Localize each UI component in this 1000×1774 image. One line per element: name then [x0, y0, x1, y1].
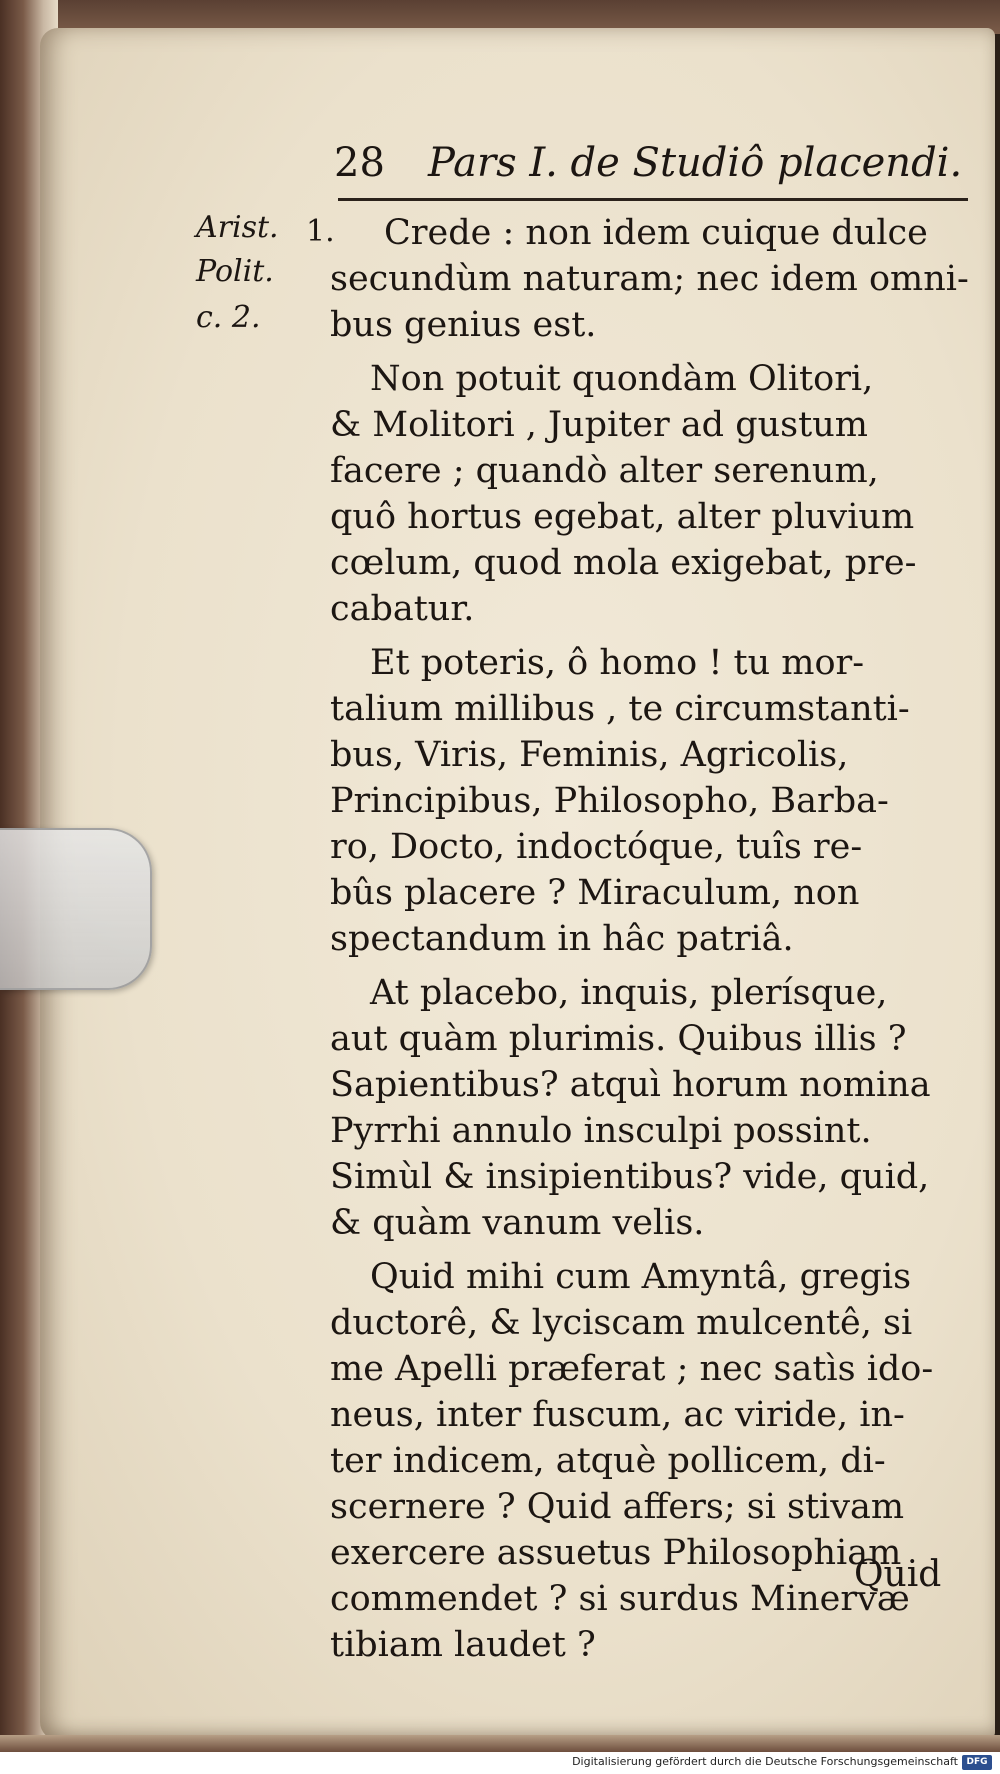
text-line: secundùm naturam; nec idem omni- [330, 259, 969, 299]
text-line: cabatur. [330, 589, 475, 629]
text-line: exercere assuetus Philosophiam [330, 1533, 902, 1573]
catchword: Quid [854, 1554, 942, 1595]
text-line: spectandum in hâc patriâ. [330, 919, 794, 959]
text-line: Et poteris, ô homo ! tu mor- [370, 643, 865, 683]
text-line: & Molitori , Jupiter ad gustum [330, 405, 868, 445]
page-number: 28 [334, 140, 385, 186]
book-bottom-edge [0, 1735, 1000, 1752]
text-line: ter indicem, atquè pollicem, di- [330, 1441, 886, 1481]
text-line: Sapientibus? atquì horum nomina [330, 1065, 931, 1105]
text-line: commendet ? si surdus Minervæ [330, 1579, 910, 1619]
text-line: ro, Docto, indoctóque, tuîs re- [330, 827, 863, 867]
text-line: neus, inter fuscum, ac viride, in- [330, 1395, 905, 1435]
text-line: bus, Viris, Feminis, Agricolis, [330, 735, 849, 775]
text-line: & quàm vanum velis. [330, 1203, 705, 1243]
text-line: Principibus, Philosopho, Barba- [330, 781, 889, 821]
text-line: talium millibus , te circumstanti- [330, 689, 910, 729]
text-line: scernere ? Quid affers; si stivam [330, 1487, 905, 1527]
text-line: aut quàm plurimis. Quibus illis ? [330, 1019, 907, 1059]
text-line: At placebo, inquis, plerísque, [370, 973, 888, 1013]
text-line: me Apelli præferat ; nec satìs ido- [330, 1349, 934, 1389]
text-line: Non potuit quondàm Olitori, [370, 359, 874, 399]
margin-note-chapter: c. 2. [196, 300, 261, 335]
text-line: Quid mihi cum Amyntâ, gregis [370, 1257, 912, 1297]
text-line: Simùl & insipientibus? vide, quid, [330, 1157, 930, 1197]
text-line: bus genius est. [330, 305, 597, 345]
text-line: Pyrrhi annulo insculpi possint. [330, 1111, 872, 1151]
text-line: quô hortus egebat, alter pluvium [330, 497, 915, 537]
text-line: ductorê, & lyciscam mulcentê, si [330, 1303, 913, 1343]
digitization-footer [0, 1752, 1000, 1774]
header-rule [338, 198, 968, 201]
page-header [330, 140, 963, 190]
page-clip [0, 828, 152, 990]
running-head: Pars I. de Studiô placendi. [428, 140, 963, 186]
text-line: Crede : non idem cuique dulce [384, 213, 928, 253]
text-line: cœlum, quod mola exigebat, pre- [330, 543, 917, 583]
margin-note-source: Arist. [196, 210, 279, 245]
paragraph-number: 1. [306, 214, 335, 249]
text-line: tibiam laudet ? [330, 1625, 596, 1665]
text-line: facere ; quandò alter serenum, [330, 451, 879, 491]
funding-credit: Digitalisierung gefördert durch die Deutsche Forschungsgemeinschaft [572, 1755, 958, 1768]
margin-note-work: Polit. [196, 254, 274, 289]
dfg-logo: DFG [962, 1755, 992, 1770]
text-line: bûs placere ? Miraculum, non [330, 873, 860, 913]
